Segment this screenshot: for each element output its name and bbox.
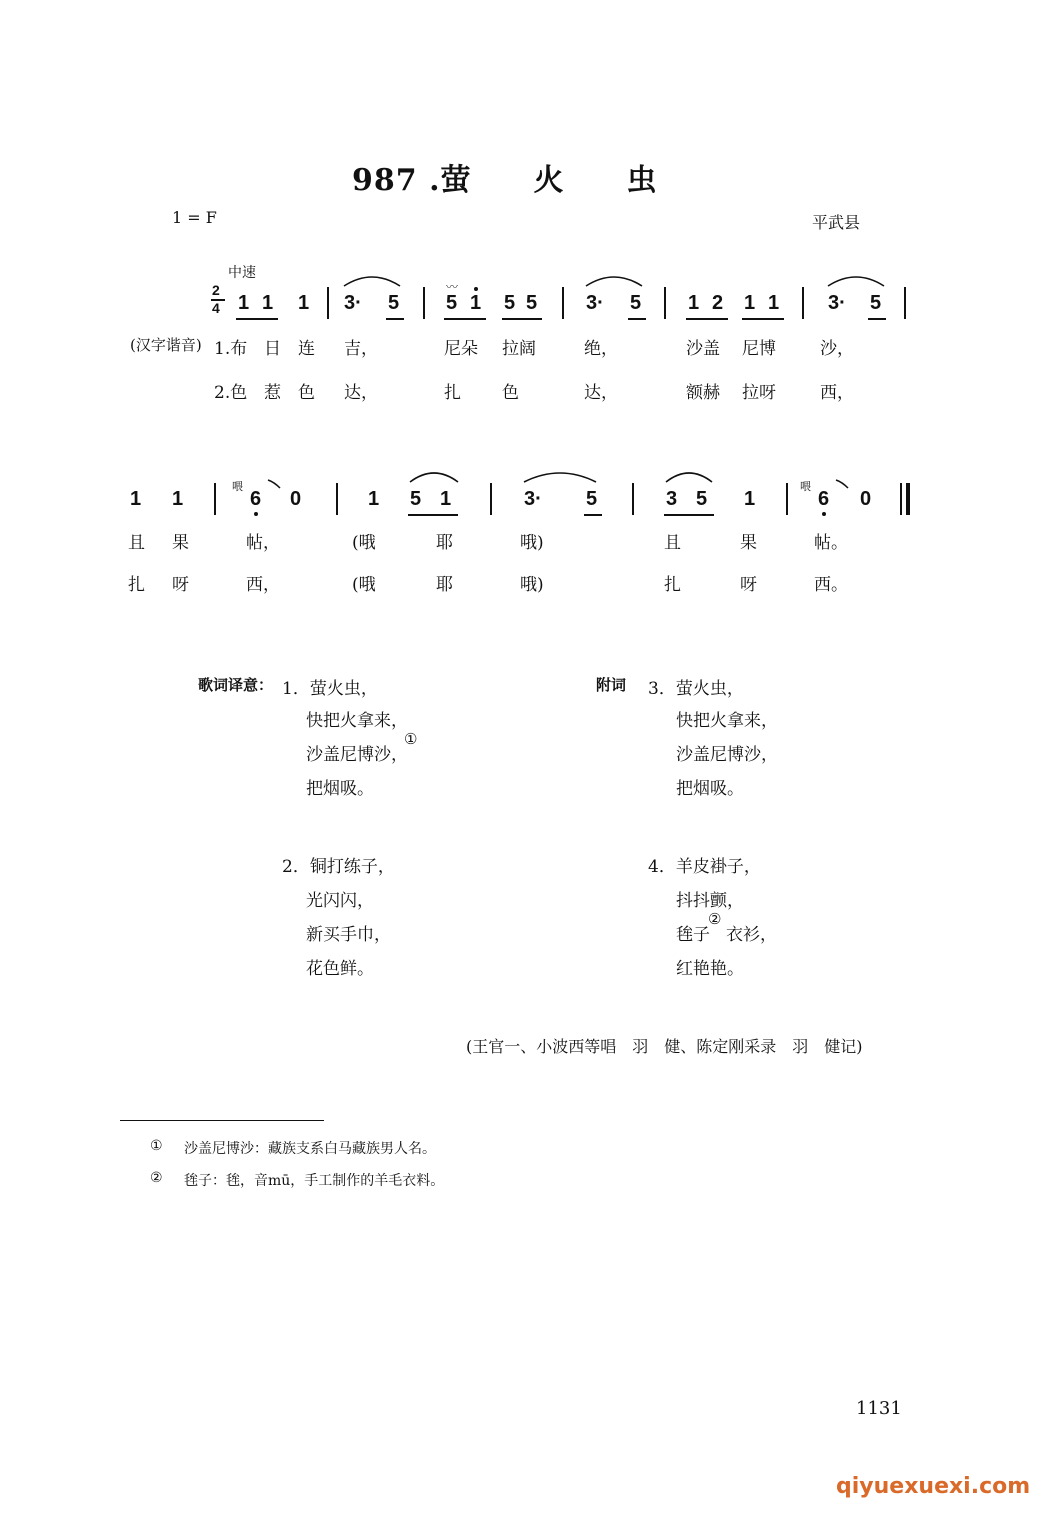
high-octave-dot bbox=[474, 287, 478, 291]
beam bbox=[236, 318, 278, 320]
lyric: 且 bbox=[664, 533, 681, 553]
note: 3· bbox=[586, 292, 604, 314]
low-octave-dot bbox=[822, 512, 826, 516]
vocal-sign: 喂 bbox=[232, 480, 243, 493]
note: 1 bbox=[744, 488, 756, 510]
note: 2 bbox=[712, 292, 724, 314]
lyric: 西， bbox=[246, 575, 280, 595]
note: 3· bbox=[344, 292, 362, 314]
lyric: 日 bbox=[264, 339, 281, 359]
lyric: (哦 bbox=[352, 575, 376, 595]
translation-line: 快把火拿来， bbox=[306, 711, 408, 731]
slur bbox=[522, 468, 598, 484]
note: 6 bbox=[818, 488, 830, 510]
barline bbox=[327, 287, 329, 319]
slur bbox=[664, 468, 714, 484]
lyric: (哦 bbox=[352, 533, 376, 553]
final-barline-thick bbox=[906, 483, 910, 515]
note: 1 bbox=[262, 292, 274, 314]
glide-mark bbox=[266, 478, 282, 490]
lyric: 果 bbox=[172, 533, 189, 553]
lyric: 拉呀 bbox=[742, 383, 776, 403]
lyric: 耶 bbox=[436, 533, 453, 553]
note: 1 bbox=[440, 488, 452, 510]
lyric: 扎 bbox=[664, 575, 681, 595]
note: 1 bbox=[688, 292, 700, 314]
lyric: 达， bbox=[584, 383, 618, 403]
note: 3· bbox=[828, 292, 846, 314]
note: 1 bbox=[470, 292, 482, 314]
lyric: 呀 bbox=[740, 575, 757, 595]
phonetic-label: (汉字谐音) bbox=[130, 336, 202, 354]
note: 5 bbox=[526, 292, 538, 314]
beam bbox=[502, 318, 542, 320]
lyric: 2.色 bbox=[214, 383, 248, 403]
slur bbox=[826, 272, 886, 288]
note: 1 bbox=[238, 292, 250, 314]
translation-line: 1．萤火虫， bbox=[282, 679, 378, 699]
note: 5 bbox=[410, 488, 422, 510]
lyric: 尼博 bbox=[742, 339, 776, 359]
note: 1 bbox=[368, 488, 380, 510]
vocal-sign: 喂 bbox=[800, 480, 811, 493]
lyric: 西， bbox=[820, 383, 854, 403]
lyric: 1.布 bbox=[214, 339, 248, 359]
lyric: 且 bbox=[128, 533, 145, 553]
note: 3 bbox=[666, 488, 678, 510]
note: 1 bbox=[768, 292, 780, 314]
translation-label: 歌词译意： bbox=[198, 676, 274, 694]
beam bbox=[868, 318, 886, 320]
lyric: 哦) bbox=[520, 575, 544, 595]
footnote-1-mark: ① bbox=[150, 1138, 163, 1154]
lyric: 沙， bbox=[820, 339, 854, 359]
appendix-label: 附词 bbox=[596, 676, 627, 694]
note: 5 bbox=[630, 292, 642, 314]
translation-line: 新买手巾， bbox=[306, 925, 391, 945]
beam bbox=[444, 318, 486, 320]
translation-line: 光闪闪， bbox=[306, 891, 374, 911]
barline bbox=[632, 483, 634, 515]
barline bbox=[802, 287, 804, 319]
lyric: 帖， bbox=[246, 533, 280, 553]
ornament-mark: 〰 bbox=[446, 280, 459, 294]
lyric: 惹 bbox=[264, 383, 281, 403]
translation-line: 沙盖尼博沙， bbox=[676, 745, 778, 765]
credits: (王官一、小波西等唱 羽 健、陈定刚采录 羽 健记) bbox=[466, 1037, 863, 1056]
barline bbox=[904, 287, 906, 319]
footnote-ref: ① bbox=[404, 730, 418, 748]
note: 1 bbox=[298, 292, 310, 314]
translation-line: 沙盖尼博沙， bbox=[306, 745, 408, 765]
barline bbox=[490, 483, 492, 515]
lyric: 色 bbox=[502, 383, 519, 403]
footnote-2-mark: ② bbox=[150, 1170, 163, 1186]
lyric: 绝， bbox=[584, 339, 618, 359]
translation-line: 衣衫， bbox=[726, 925, 777, 945]
beam bbox=[386, 318, 404, 320]
footnote-ref: ② bbox=[708, 910, 722, 928]
translation-line: 红艳艳。 bbox=[676, 959, 744, 979]
translation-line: 2．铜打练子， bbox=[282, 857, 395, 877]
barline bbox=[664, 287, 666, 319]
low-octave-dot bbox=[254, 512, 258, 516]
key-signature: 1 = F bbox=[172, 208, 217, 227]
translation-line: 把烟吸。 bbox=[306, 779, 374, 799]
time-sig-top: 2 bbox=[212, 282, 220, 298]
slur bbox=[584, 272, 644, 288]
barline bbox=[336, 483, 338, 515]
slur bbox=[342, 272, 402, 288]
translation-line: 毪子 bbox=[676, 925, 710, 945]
time-sig-bottom: 4 bbox=[212, 300, 220, 316]
note: 6 bbox=[250, 488, 262, 510]
footnote-1-text: 沙盖尼博沙：藏族支系白马藏族男人名。 bbox=[184, 1141, 436, 1157]
note: 5 bbox=[504, 292, 516, 314]
final-barline-thin bbox=[900, 483, 902, 515]
lyric: 哦) bbox=[520, 533, 544, 553]
beam bbox=[742, 318, 784, 320]
lyric: 色 bbox=[298, 383, 315, 403]
watermark: qiyuexuexi.com bbox=[836, 1474, 1031, 1499]
origin-county: 平武县 bbox=[812, 213, 861, 232]
lyric: 拉阔 bbox=[502, 339, 536, 359]
footnote-divider bbox=[120, 1120, 324, 1121]
note: 0 bbox=[290, 488, 302, 510]
lyric: 耶 bbox=[436, 575, 453, 595]
page-number: 1131 bbox=[856, 1398, 902, 1419]
beam bbox=[686, 318, 728, 320]
note: 5 bbox=[870, 292, 882, 314]
beam bbox=[664, 514, 714, 516]
lyric: 吉， bbox=[344, 339, 378, 359]
note: 1 bbox=[744, 292, 756, 314]
translation-line: 快把火拿来， bbox=[676, 711, 778, 731]
translation-line: 3．萤火虫， bbox=[648, 679, 744, 699]
note: 5 bbox=[388, 292, 400, 314]
note: 1 bbox=[130, 488, 142, 510]
beam bbox=[408, 514, 458, 516]
glide-mark bbox=[834, 478, 850, 490]
translation-line: 4．羊皮褂子， bbox=[648, 857, 761, 877]
lyric: 呀 bbox=[172, 575, 189, 595]
lyric: 果 bbox=[740, 533, 757, 553]
lyric: 扎 bbox=[128, 575, 145, 595]
beam bbox=[628, 318, 646, 320]
lyric: 扎 bbox=[444, 383, 461, 403]
lyric: 沙盖 bbox=[686, 339, 720, 359]
lyric: 连 bbox=[298, 339, 315, 359]
barline bbox=[214, 483, 216, 515]
lyric: 额赫 bbox=[686, 383, 720, 403]
note: 0 bbox=[860, 488, 872, 510]
barline bbox=[562, 287, 564, 319]
note: 5 bbox=[696, 488, 708, 510]
note: 5 bbox=[586, 488, 598, 510]
note: 1 bbox=[172, 488, 184, 510]
note: 5 bbox=[446, 292, 458, 314]
song-title: 987 .萤 火 虫 bbox=[352, 163, 658, 198]
beam bbox=[584, 514, 602, 516]
lyric: 尼朵 bbox=[444, 339, 478, 359]
lyric: 帖。 bbox=[814, 533, 848, 553]
slur bbox=[408, 468, 460, 484]
translation-line: 花色鲜。 bbox=[306, 959, 374, 979]
translation-line: 把烟吸。 bbox=[676, 779, 744, 799]
note: 3· bbox=[524, 488, 542, 510]
lyric: 西。 bbox=[814, 575, 848, 595]
barline bbox=[786, 483, 788, 515]
tempo-marking: 中速 bbox=[228, 265, 256, 281]
translation-line: 抖抖颤， bbox=[676, 891, 744, 911]
barline bbox=[423, 287, 425, 319]
footnote-2-text: 毪子：毪，音mū，手工制作的羊毛衣料。 bbox=[184, 1173, 445, 1189]
lyric: 达， bbox=[344, 383, 378, 403]
